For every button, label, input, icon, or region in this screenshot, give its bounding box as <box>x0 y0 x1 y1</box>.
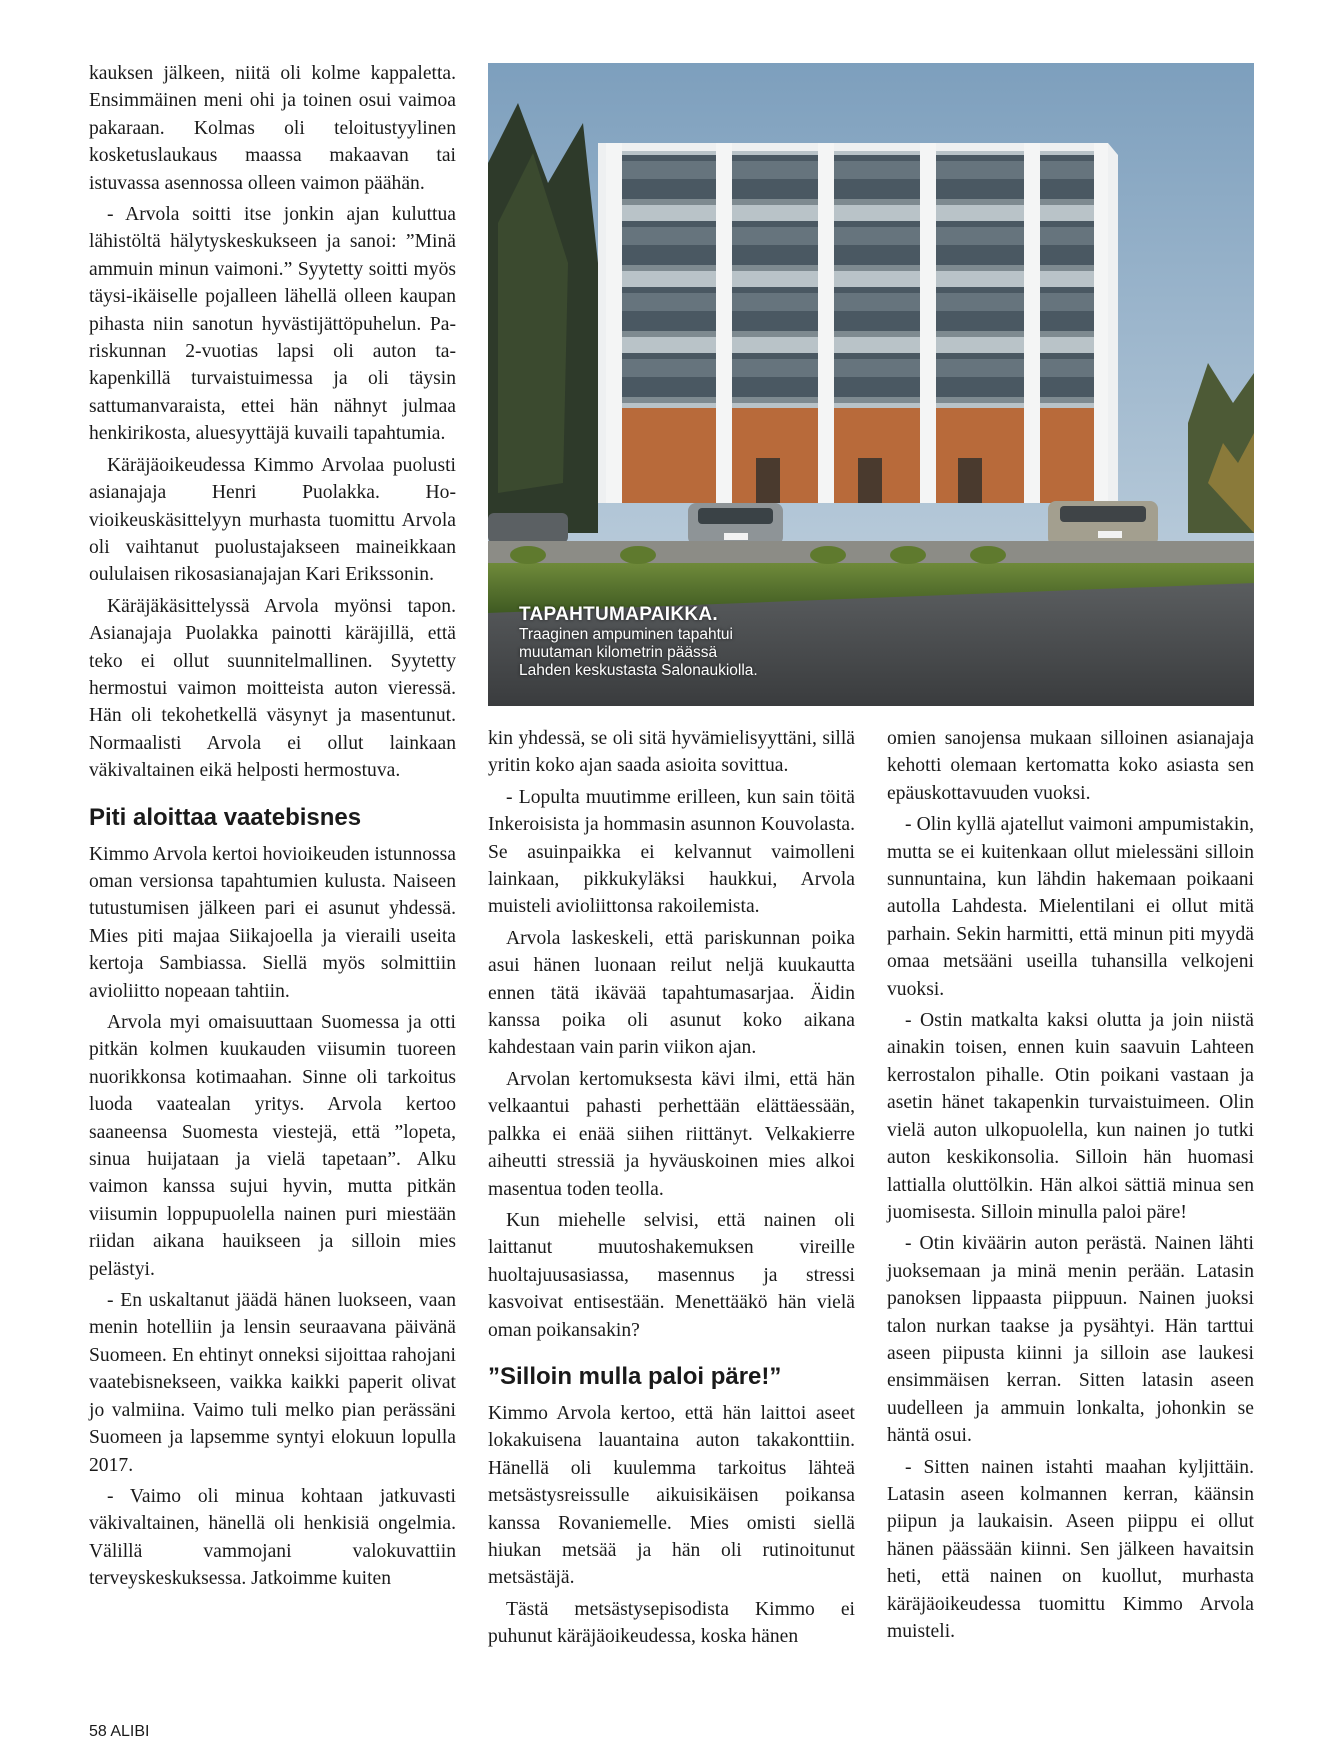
paragraph: - Vaimo oli minua kohtaan jatkuvasti väkivaltainen, hänellä oli henkisiä ongelmia. Välillä vammojani valokuvattiin terveyskeskuksessa. Jatkoimme kuiten <box>89 1485 456 1590</box>
paragraph: - Sitten nainen istahti maahan kyljittäin. Latasin aseen kolmannen kerran, käänsin piipun ja laukaisin. Aseen piippu ei ollut hänen päässään kiinni. Sen jälkeen havaitsin heti, että nainen on kuollut, murhasta käräjäoikeudessa tuomittu Kimmo Arvola muisteli. <box>887 1456 1254 1642</box>
paragraph: Käräjäoikeudessa Kimmo Arvolaa puolusti asianajaja Henri Puolakka. Hovioikeuskäsittelyyn murhasta tuomittu Arvola oli vaihtanut puolustajakseen maineikkaan oululaisen rikosasianajajan Kari Erikssonin. <box>89 454 456 586</box>
paragraph: - Ostin matkalta kaksi olutta ja join niistä ainakin toisen, ennen kuin saavuin Lahteen kerrostalon pihalle. Otin poikani vastaan ja asetin hänet takapenkin turvaistuimeen. Olin vielä auton ulkopuolella, kun nainen jo tutki auton keskikonsolia. Silloin hän huomasi lattialla oluttölkin. Hän alkoi sättiä minua sen juomisesta. Silloin minulla paloi päre! <box>887 1010 1254 1223</box>
paragraph: - Olin kyllä ajatellut vaimoni ampumistakin, mutta se ei kuitenkaan ollut mielessäni silloin sunnuntaina, kun lähdin hakemaan poikaani autolla Lahdesta. Mielentilani ei ollut mitä parhain. Sekin harmitti, että minun piti myydä omaa metsääni useilla tuhansilla velkojeni vuoksi. <box>887 814 1254 1000</box>
paragraph: Tästä metsästysepisodista Kimmo ei puhunut käräjäoikeudessa, koska hänen <box>488 1598 855 1648</box>
paragraph: Kimmo Arvola kertoo, että hän laittoi aseet lokakuisena lauantaina auton takakonttiin. Hänellä oli kuulemma tarkoitus lähteä metsästysreissulle aikuisikäisen poikansa kanssa Rovaniemelle. Mies omisti siellä hiukan metsää ja hän oli rutinoitunut metsästäjä. <box>488 1402 855 1589</box>
page-number: 58 ALIBI <box>89 1723 150 1740</box>
paragraph: kin yhdessä, se oli sitä hyvämielisyyttäni, sillä yritin koko ajan saada asioita sovittua. <box>488 728 855 777</box>
caption-line: muutaman kilometrin päässä <box>519 644 718 661</box>
section-heading: ”Silloin mulla paloi päre!” <box>488 1362 782 1390</box>
article-column-1 <box>89 60 456 1593</box>
paragraph: Kimmo Arvola kertoi hovioikeuden istunnossa oman versionsa tapahtumien kulusta. Naiseen tutustumisen jälkeen pari ei asunut yhdessä. Mies piti majaa Siikajoella ja vieraili useita kertoja Sambiassa. Siellä myös solmittiin avioliitto nopeaan tahtiin. <box>89 843 456 1002</box>
paragraph: omien sanojensa mukaan silloinen asianajaja kehotti olemaan kertomatta koko asiasta sen epäuskottavuuden vuoksi. <box>887 728 1254 804</box>
article-column-2 <box>488 725 855 1651</box>
paragraph: - En uskaltanut jäädä hänen luokseen, vaan menin hotelliin ja lensin seuraavana päivänä Suomeen. En ehtinyt onneksi sijoittaa rahojani vaatebisnekseen, vaikka kaikki paperit olivat jo valmiina. Vaimo tuli melko pian perässäni Suomeen ja lapsemme syntyi elokuun lopulla 2017. <box>89 1290 456 1476</box>
section-heading: Piti aloittaa vaatebisnes <box>89 803 362 831</box>
paragraph: Kun miehelle selvisi, että nainen oli laittanut muutoshakemuksen vireille huoltajuusasiassa, masennus ja stressi kasvoivat entisestään. Menettääkö hän vielä oman poikansakin? <box>488 1209 855 1341</box>
paragraph: - Lopulta muutimme erilleen, kun sain töitä Inkeroisista ja hommasin asunnon Kouvolasta. Se asuinpaikka ei kelvannut vaimolleni lainkaan, pikkukyläksi haukkui, Arvola muisteli avioliittonsa rakoilemista. <box>488 786 855 918</box>
caption-title: TAPAHTUMAPAIKKA. <box>519 604 719 625</box>
paragraph: Käräjäkäsittelyssä Arvola myönsi tapon. Asianajaja Puolakka painotti käräjillä, että teko ei ollut suunnitelmallinen. Syytetty hermostui vaimon moitteista auton vieressä. Hän oli tekohetkellä väsynyt ja masentunut. Normaalisti Arvola ei ollut lainkaan väkivaltainen eikä helposti hermostuva. <box>89 595 456 782</box>
paragraph: - Otin kiväärin auton perästä. Nainen lähti juoksemaan ja minä menin perään. Latasin panoksen lippaasta piippuun. Nainen juoksi talon nurkan taakse ja pysähtyi. Hän tarttui aseen piipusta kiinni ja silloin ase laukesi ensimmäisen kerran. Sitten latasin aseen uudelleen ja ammuin lonkalta, johonkin se häntä osui. <box>887 1233 1254 1447</box>
paragraph: - Arvola soitti itse jonkin ajan kuluttua lähistöltä hälytyskeskukseen ja sanoi: ”Minä ammuin minun vaimoni.” Syytetty soitti myös täysi-ikäiselle pojalleen lähellä olleen kaupan pihasta niin sanotun hyvästijättöpuhelun. Pariskunnan 2-vuotias lapsi oli auton takapenkillä turvaistuimessa ja oli täysin sattumanvaraista, ettei hän nähnyt julmaa henkirikosta, aluesyyttäjä kuvaili tapahtumia. <box>89 204 456 445</box>
photo-caption <box>519 604 839 680</box>
paragraph: Arvola myi omaisuuttaan Suomessa ja otti pitkän kolmen kuukauden viisumin tuoreen nuorikkonsa kotimaahan. Sinne oli tarkoitus luoda vaatealan yritys. Arvola kertoo saaneensa Suomesta viestejä, että ”lopeta, sinua huijataan ja vielä tapetaan”. Alku vaimon kanssa sujui hyvin, mutta pitkän viisumin loppupuolella nainen puri miestään riidan aikana hauikseen ja silloin mies pelästyi. <box>89 1012 456 1280</box>
paragraph: Arvolan kertomuksesta kävi ilmi, että hän velkaantui pahasti perhettään elättäessään, palkka ei enää siihen riittänyt. Velkakierre aiheutti stressiä ja hyväuskoinen mies alkoi masentua toden teolla. <box>488 1068 855 1200</box>
article-column-3 <box>887 725 1254 1645</box>
paragraph: kauksen jälkeen, niitä oli kolme kappaletta. Ensimmäinen meni ohi ja toinen osui vaimoa pakaraan. Kolmas oli teloitustyylinen kosketuslaukaus maassa makaavan tai istuvassa asennossa olleen vaimon päähän. <box>89 63 456 194</box>
paragraph: Arvola laskeskeli, että pariskunnan poika asui hänen luonaan reilut neljä kuukautta ennen tätä ikävää tapahtumasarjaa. Äidin kanssa poika oli asunut koko aikana kahdestaan vain parin viikon ajan. <box>488 927 855 1059</box>
caption-line: Lahden keskustasta Salonaukiolla. <box>519 662 758 679</box>
caption-line: Traaginen ampuminen tapahtui <box>519 626 733 643</box>
